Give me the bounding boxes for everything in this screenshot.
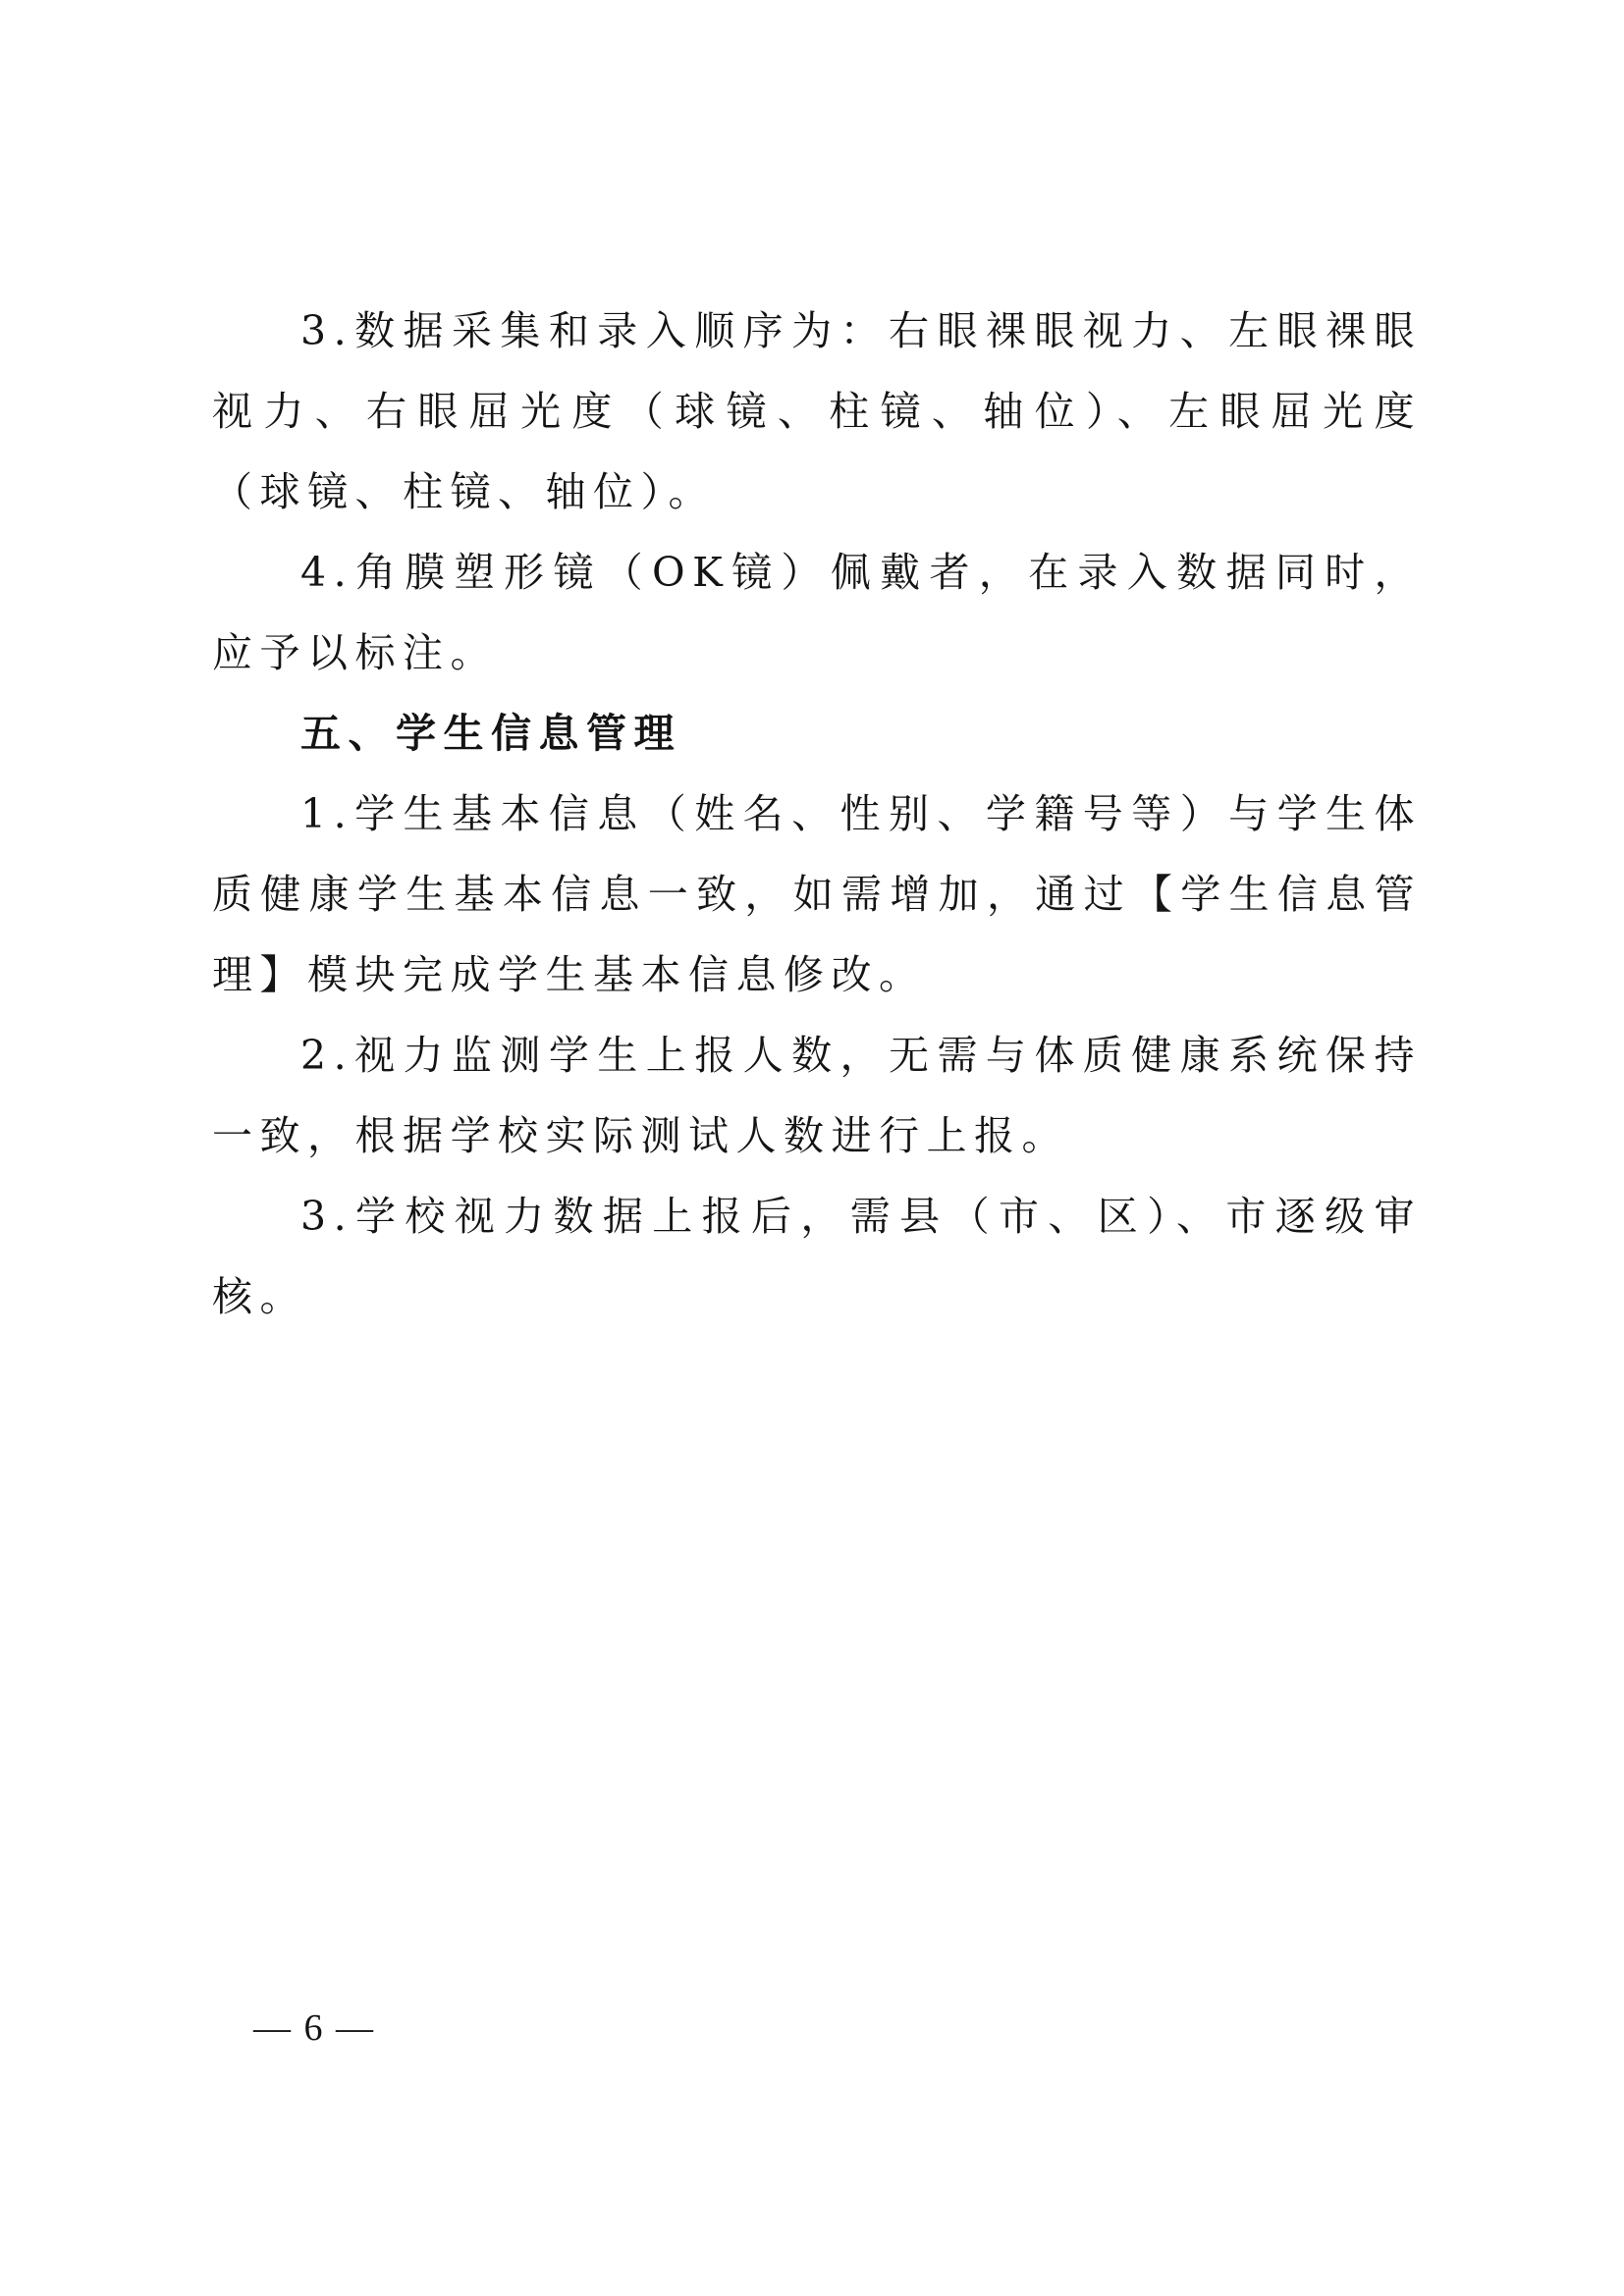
section-heading-student-info: 五、学生信息管理 <box>300 710 681 757</box>
paragraph-report-count: 2.视力监测学生上报人数，无需与体质健康系统保持一致，根据学校实际测试人数进行上报。 <box>212 1032 1422 1159</box>
paragraph-student-basic-info: 1.学生基本信息（姓名、性别、学籍号等）与学生体质健康学生基本信息一致，如需增加，通过【学生信息管理】模块完成学生基本信息修改。 <box>212 790 1422 998</box>
document-body <box>212 291 1422 1337</box>
paragraph-review-process: 3.学校视力数据上报后，需县（市、区）、市逐级审核。 <box>212 1193 1422 1320</box>
paragraph-data-entry-order: 3.数据采集和录入顺序为：右眼裸眼视力、左眼裸眼视力、右眼屈光度（球镜、柱镜、轴位）、左眼屈光度（球镜、柱镜、轴位）。 <box>212 307 1422 515</box>
paragraph-ok-lens-note: 4.角膜塑形镜（OK镜）佩戴者，在录入数据同时，应予以标注。 <box>212 549 1422 676</box>
page-number: — 6 — <box>253 2007 375 2049</box>
